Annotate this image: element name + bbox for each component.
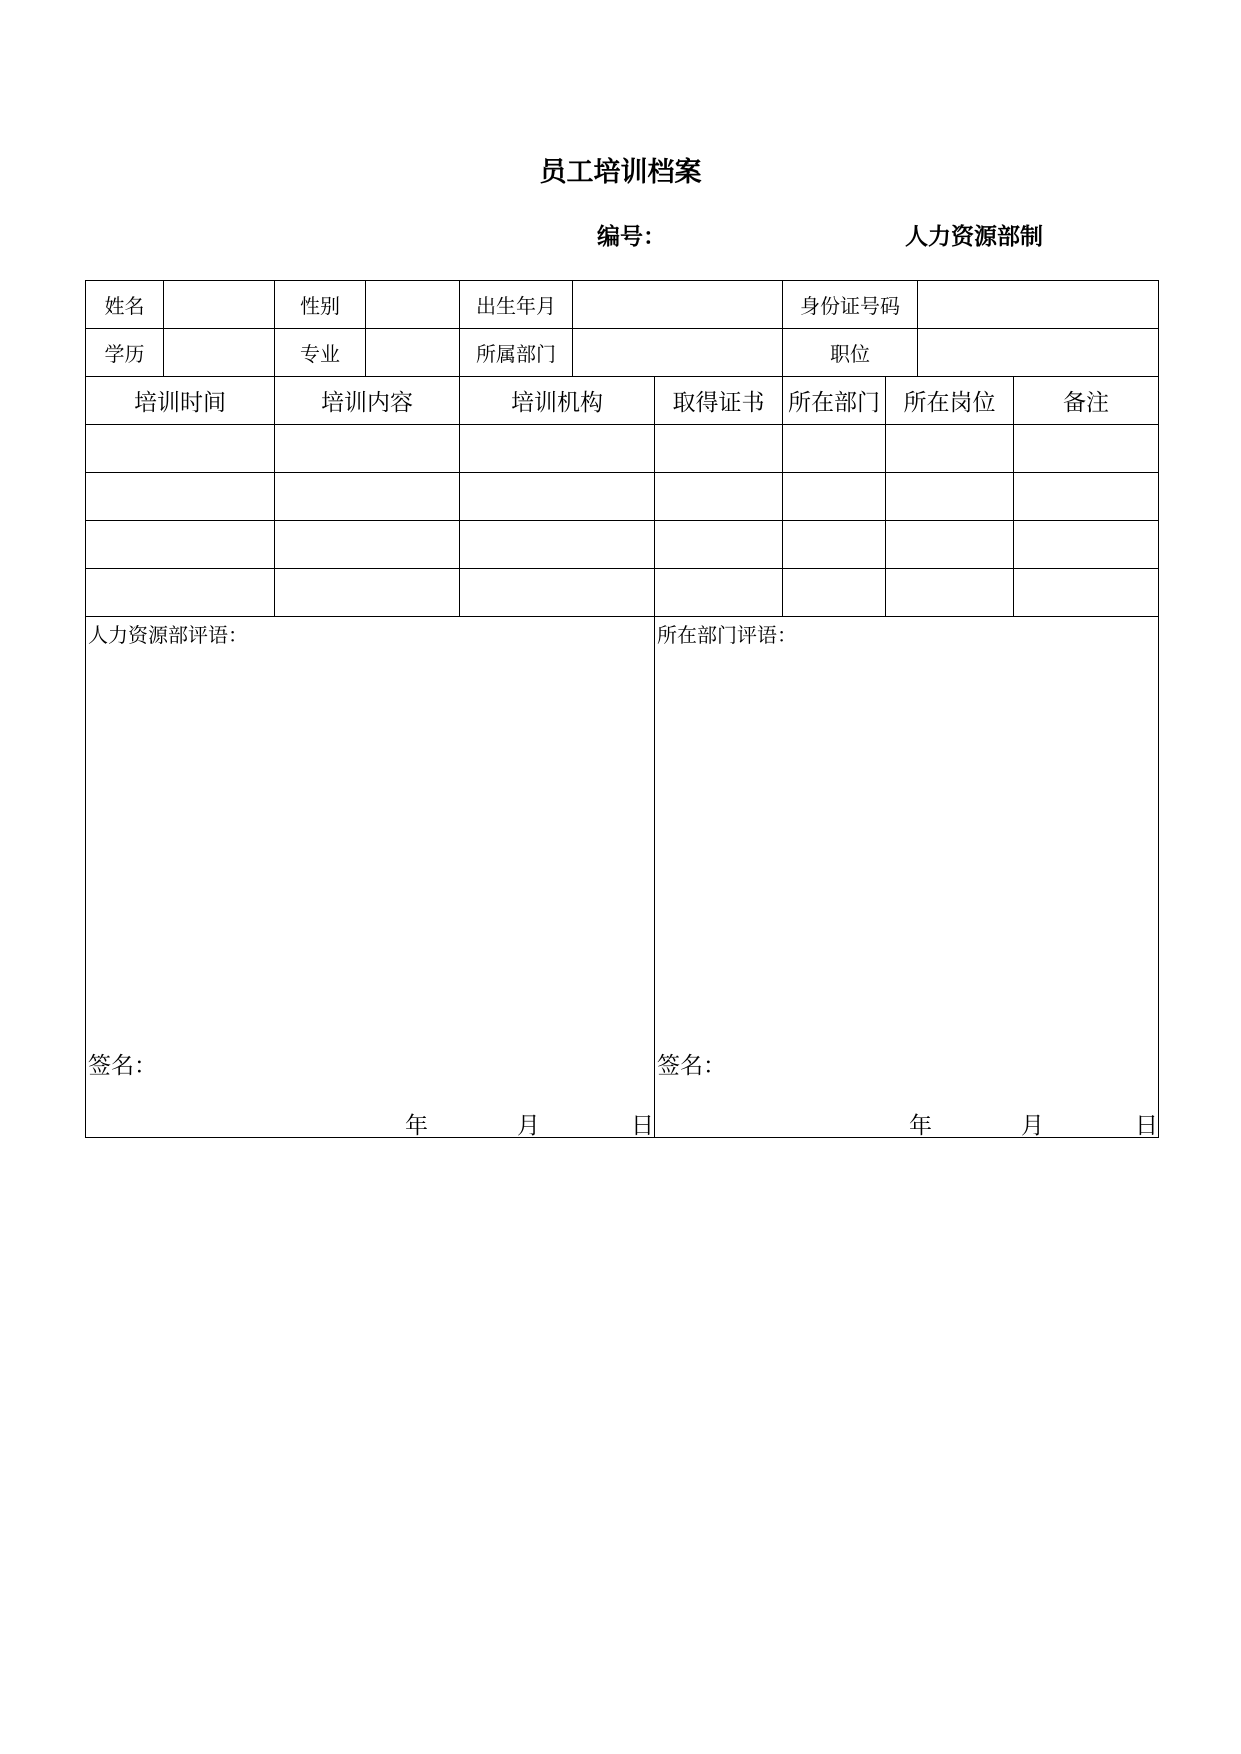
code-label: 编号： — [597, 223, 666, 250]
cell[interactable] — [86, 473, 275, 521]
hr-comment-box[interactable] — [86, 617, 655, 1138]
major-label: 专业 — [275, 329, 366, 377]
page-title: 员工培训档案 — [539, 157, 702, 188]
cell[interactable] — [86, 521, 275, 569]
department-label: 所属部门 — [460, 329, 573, 377]
cell[interactable] — [275, 425, 460, 473]
cell[interactable] — [783, 569, 886, 617]
cell[interactable] — [86, 425, 275, 473]
comments-row — [86, 617, 1159, 1138]
cell[interactable] — [460, 521, 655, 569]
cell[interactable] — [886, 569, 1014, 617]
gender-field[interactable] — [366, 281, 460, 329]
cell[interactable] — [783, 473, 886, 521]
cell[interactable] — [655, 569, 783, 617]
col-remarks: 备注 — [1014, 377, 1159, 425]
education-field[interactable] — [164, 329, 275, 377]
department-field[interactable] — [573, 329, 783, 377]
cell[interactable] — [886, 473, 1014, 521]
col-certificate: 取得证书 — [655, 377, 783, 425]
col-department: 所在部门 — [783, 377, 886, 425]
cell[interactable] — [1014, 521, 1159, 569]
cell[interactable] — [886, 521, 1014, 569]
cell[interactable] — [275, 521, 460, 569]
dept-signature-label: 签名： — [657, 1053, 726, 1079]
education-label: 学历 — [86, 329, 164, 377]
col-training-institution: 培训机构 — [460, 377, 655, 425]
table-row — [86, 569, 1159, 617]
cell[interactable] — [86, 569, 275, 617]
dept-day-label: 日 — [1135, 1113, 1158, 1138]
col-training-time: 培训时间 — [86, 377, 275, 425]
name-field[interactable] — [164, 281, 275, 329]
cell[interactable] — [460, 425, 655, 473]
cell[interactable] — [783, 425, 886, 473]
hr-year-label: 年 — [405, 1113, 428, 1138]
cell[interactable] — [886, 425, 1014, 473]
cell[interactable] — [1014, 473, 1159, 521]
info-row-2 — [86, 329, 1159, 377]
cell[interactable] — [1014, 569, 1159, 617]
hr-comment-label: 人力资源部评语： — [88, 623, 248, 647]
name-label: 姓名 — [86, 281, 164, 329]
cell[interactable] — [460, 569, 655, 617]
table-row — [86, 521, 1159, 569]
col-training-content: 培训内容 — [275, 377, 460, 425]
birth-field[interactable] — [573, 281, 783, 329]
id-number-field[interactable] — [918, 281, 1159, 329]
dept-comment-box[interactable] — [655, 617, 1159, 1138]
cell[interactable] — [1014, 425, 1159, 473]
hr-day-label: 日 — [631, 1113, 654, 1138]
training-record-table — [85, 280, 1159, 1138]
dept-month-label: 月 — [1021, 1113, 1044, 1138]
dept-year-label: 年 — [909, 1113, 932, 1138]
col-post: 所在岗位 — [886, 377, 1014, 425]
birth-label: 出生年月 — [460, 281, 573, 329]
hr-month-label: 月 — [517, 1113, 540, 1138]
gender-label: 性别 — [275, 281, 366, 329]
major-field[interactable] — [366, 329, 460, 377]
cell[interactable] — [275, 473, 460, 521]
cell[interactable] — [460, 473, 655, 521]
position-label: 职位 — [783, 329, 918, 377]
hr-signature-label: 签名： — [88, 1053, 157, 1079]
cell[interactable] — [783, 521, 886, 569]
table-row — [86, 473, 1159, 521]
cell[interactable] — [275, 569, 460, 617]
id-number-label: 身份证号码 — [783, 281, 918, 329]
cell[interactable] — [655, 425, 783, 473]
info-row-1 — [86, 281, 1159, 329]
dept-comment-label: 所在部门评语： — [657, 623, 797, 647]
cell[interactable] — [655, 473, 783, 521]
department-label: 人力资源部制 — [905, 223, 1043, 250]
table-row — [86, 425, 1159, 473]
position-field[interactable] — [918, 329, 1159, 377]
cell[interactable] — [655, 521, 783, 569]
training-header-row — [86, 377, 1159, 425]
